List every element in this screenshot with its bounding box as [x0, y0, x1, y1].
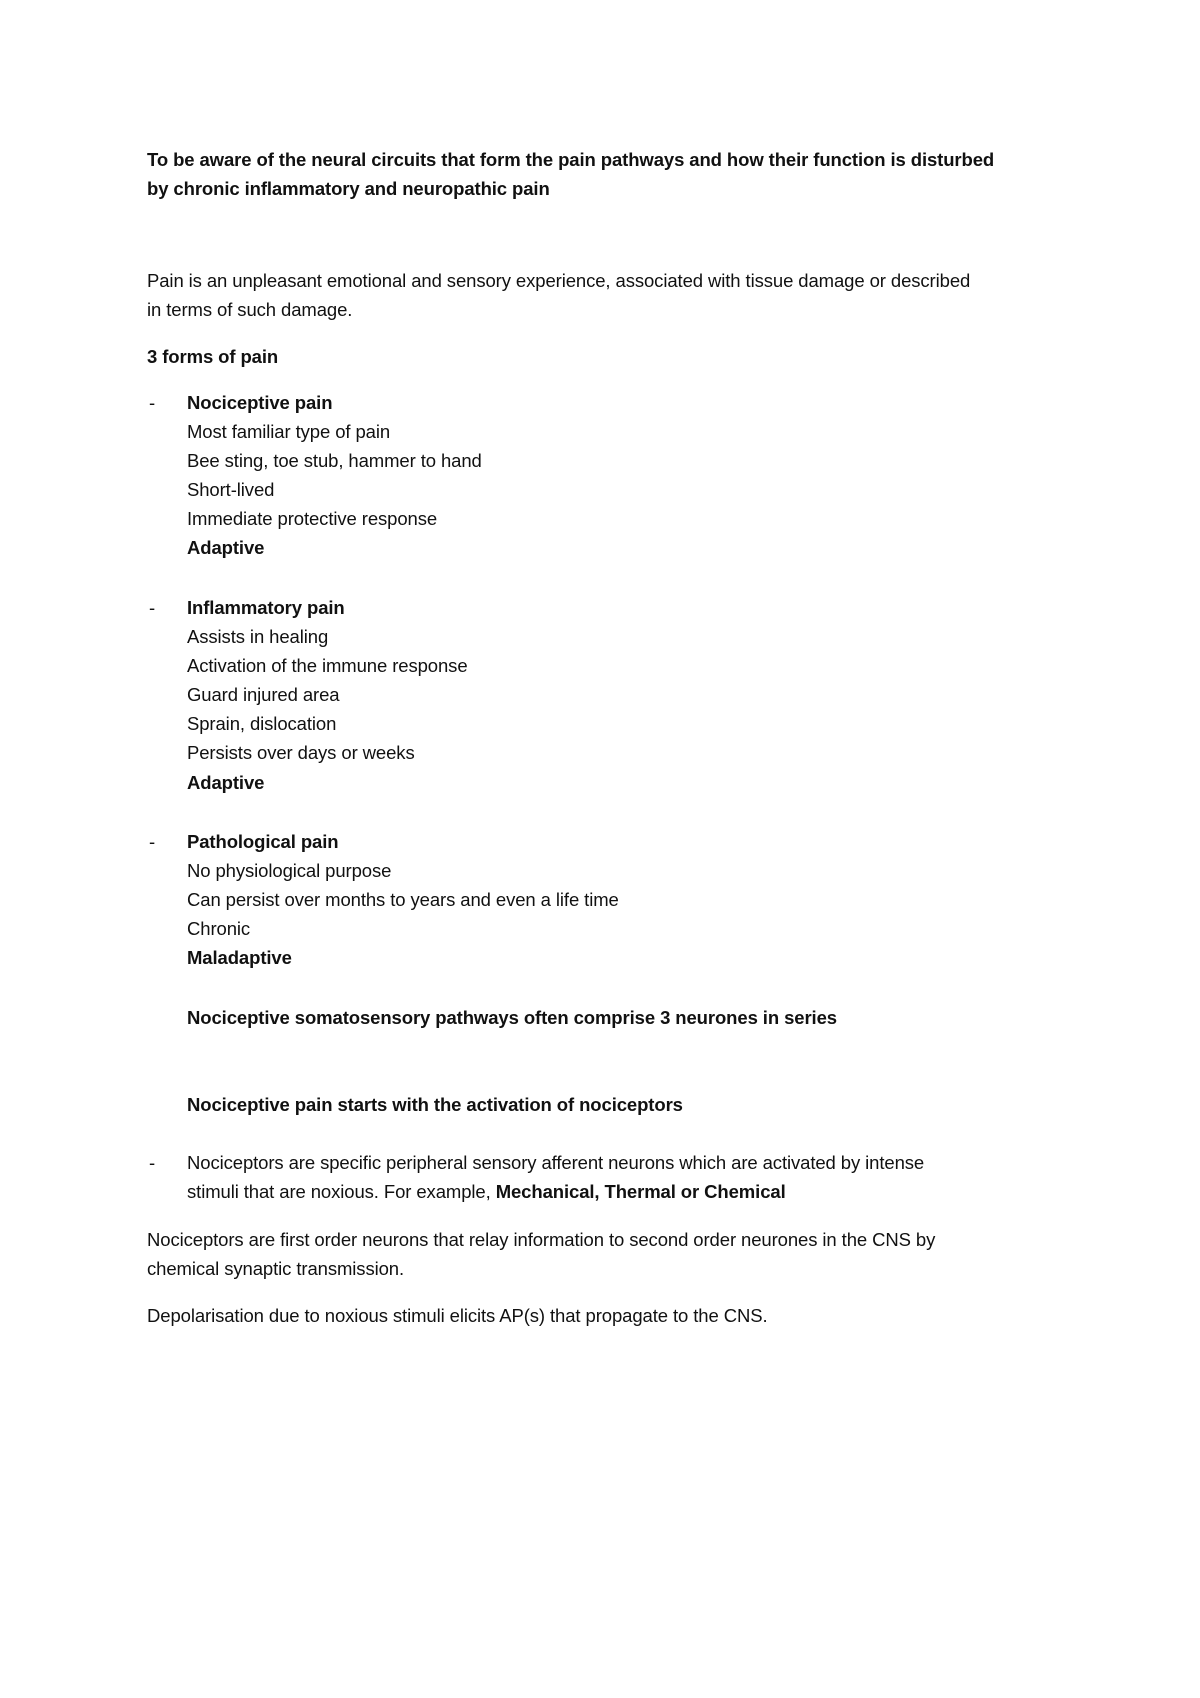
inflammatory-heading: Inflammatory pain	[187, 597, 345, 618]
list-item: Immediate protective response	[187, 508, 438, 529]
first-order-line-1: Nociceptors are first order neurons that relay information to second order neurones in the CNS by	[147, 1229, 936, 1250]
bullet-dash: -	[149, 597, 156, 618]
list-item: Can persist over months to years and even a life time	[187, 889, 619, 910]
first-order-line-2: chemical synaptic transmission.	[147, 1258, 405, 1279]
activation-heading: Nociceptive pain starts with the activation of nociceptors	[187, 1094, 683, 1115]
definition-line-2: in terms of such damage.	[147, 299, 353, 320]
page-title-line-2: by chronic inflammatory and neuropathic pain	[147, 178, 550, 199]
list-item: Bee sting, toe stub, hammer to hand	[187, 450, 482, 471]
bullet-dash: -	[149, 392, 156, 413]
bullet-dash: -	[149, 831, 156, 852]
inflammatory-conclusion: Adaptive	[187, 772, 265, 793]
pathological-conclusion: Maladaptive	[187, 947, 292, 968]
list-item: Persists over days or weeks	[187, 742, 415, 763]
list-item: Guard injured area	[187, 684, 340, 705]
list-item: Short-lived	[187, 479, 275, 500]
list-item: Assists in healing	[187, 626, 329, 647]
list-item: Sprain, dislocation	[187, 713, 337, 734]
list-item: No physiological purpose	[187, 860, 392, 881]
page-title-line-1: To be aware of the neural circuits that form the pain pathways and how their function is disturbed	[147, 149, 995, 170]
nociceptors-bullet-plain: stimuli that are noxious. For example,	[187, 1181, 496, 1202]
bullet-dash: -	[149, 1152, 156, 1173]
definition-line-1: Pain is an unpleasant emotional and sensory experience, associated with tissue damage or described	[147, 270, 971, 291]
pathways-heading: Nociceptive somatosensory pathways often comprise 3 neurones in series	[187, 1007, 837, 1028]
stimulus-types: Mechanical, Thermal or Chemical	[495, 1181, 786, 1202]
nociceptors-bullet-line-1: Nociceptors are specific peripheral sensory afferent neurons which are activated by intense	[187, 1152, 925, 1173]
nociceptive-heading: Nociceptive pain	[187, 392, 333, 413]
pathological-heading: Pathological pain	[187, 831, 339, 852]
nociceptors-bullet-line-2	[187, 1181, 786, 1203]
forms-heading: 3 forms of pain	[147, 346, 279, 367]
list-item: Most familiar type of pain	[187, 421, 391, 442]
depolarisation-text: Depolarisation due to noxious stimuli elicits AP(s) that propagate to the CNS.	[147, 1305, 768, 1326]
list-item: Chronic	[187, 918, 251, 939]
list-item: Activation of the immune response	[187, 655, 468, 676]
nociceptive-conclusion: Adaptive	[187, 537, 265, 558]
